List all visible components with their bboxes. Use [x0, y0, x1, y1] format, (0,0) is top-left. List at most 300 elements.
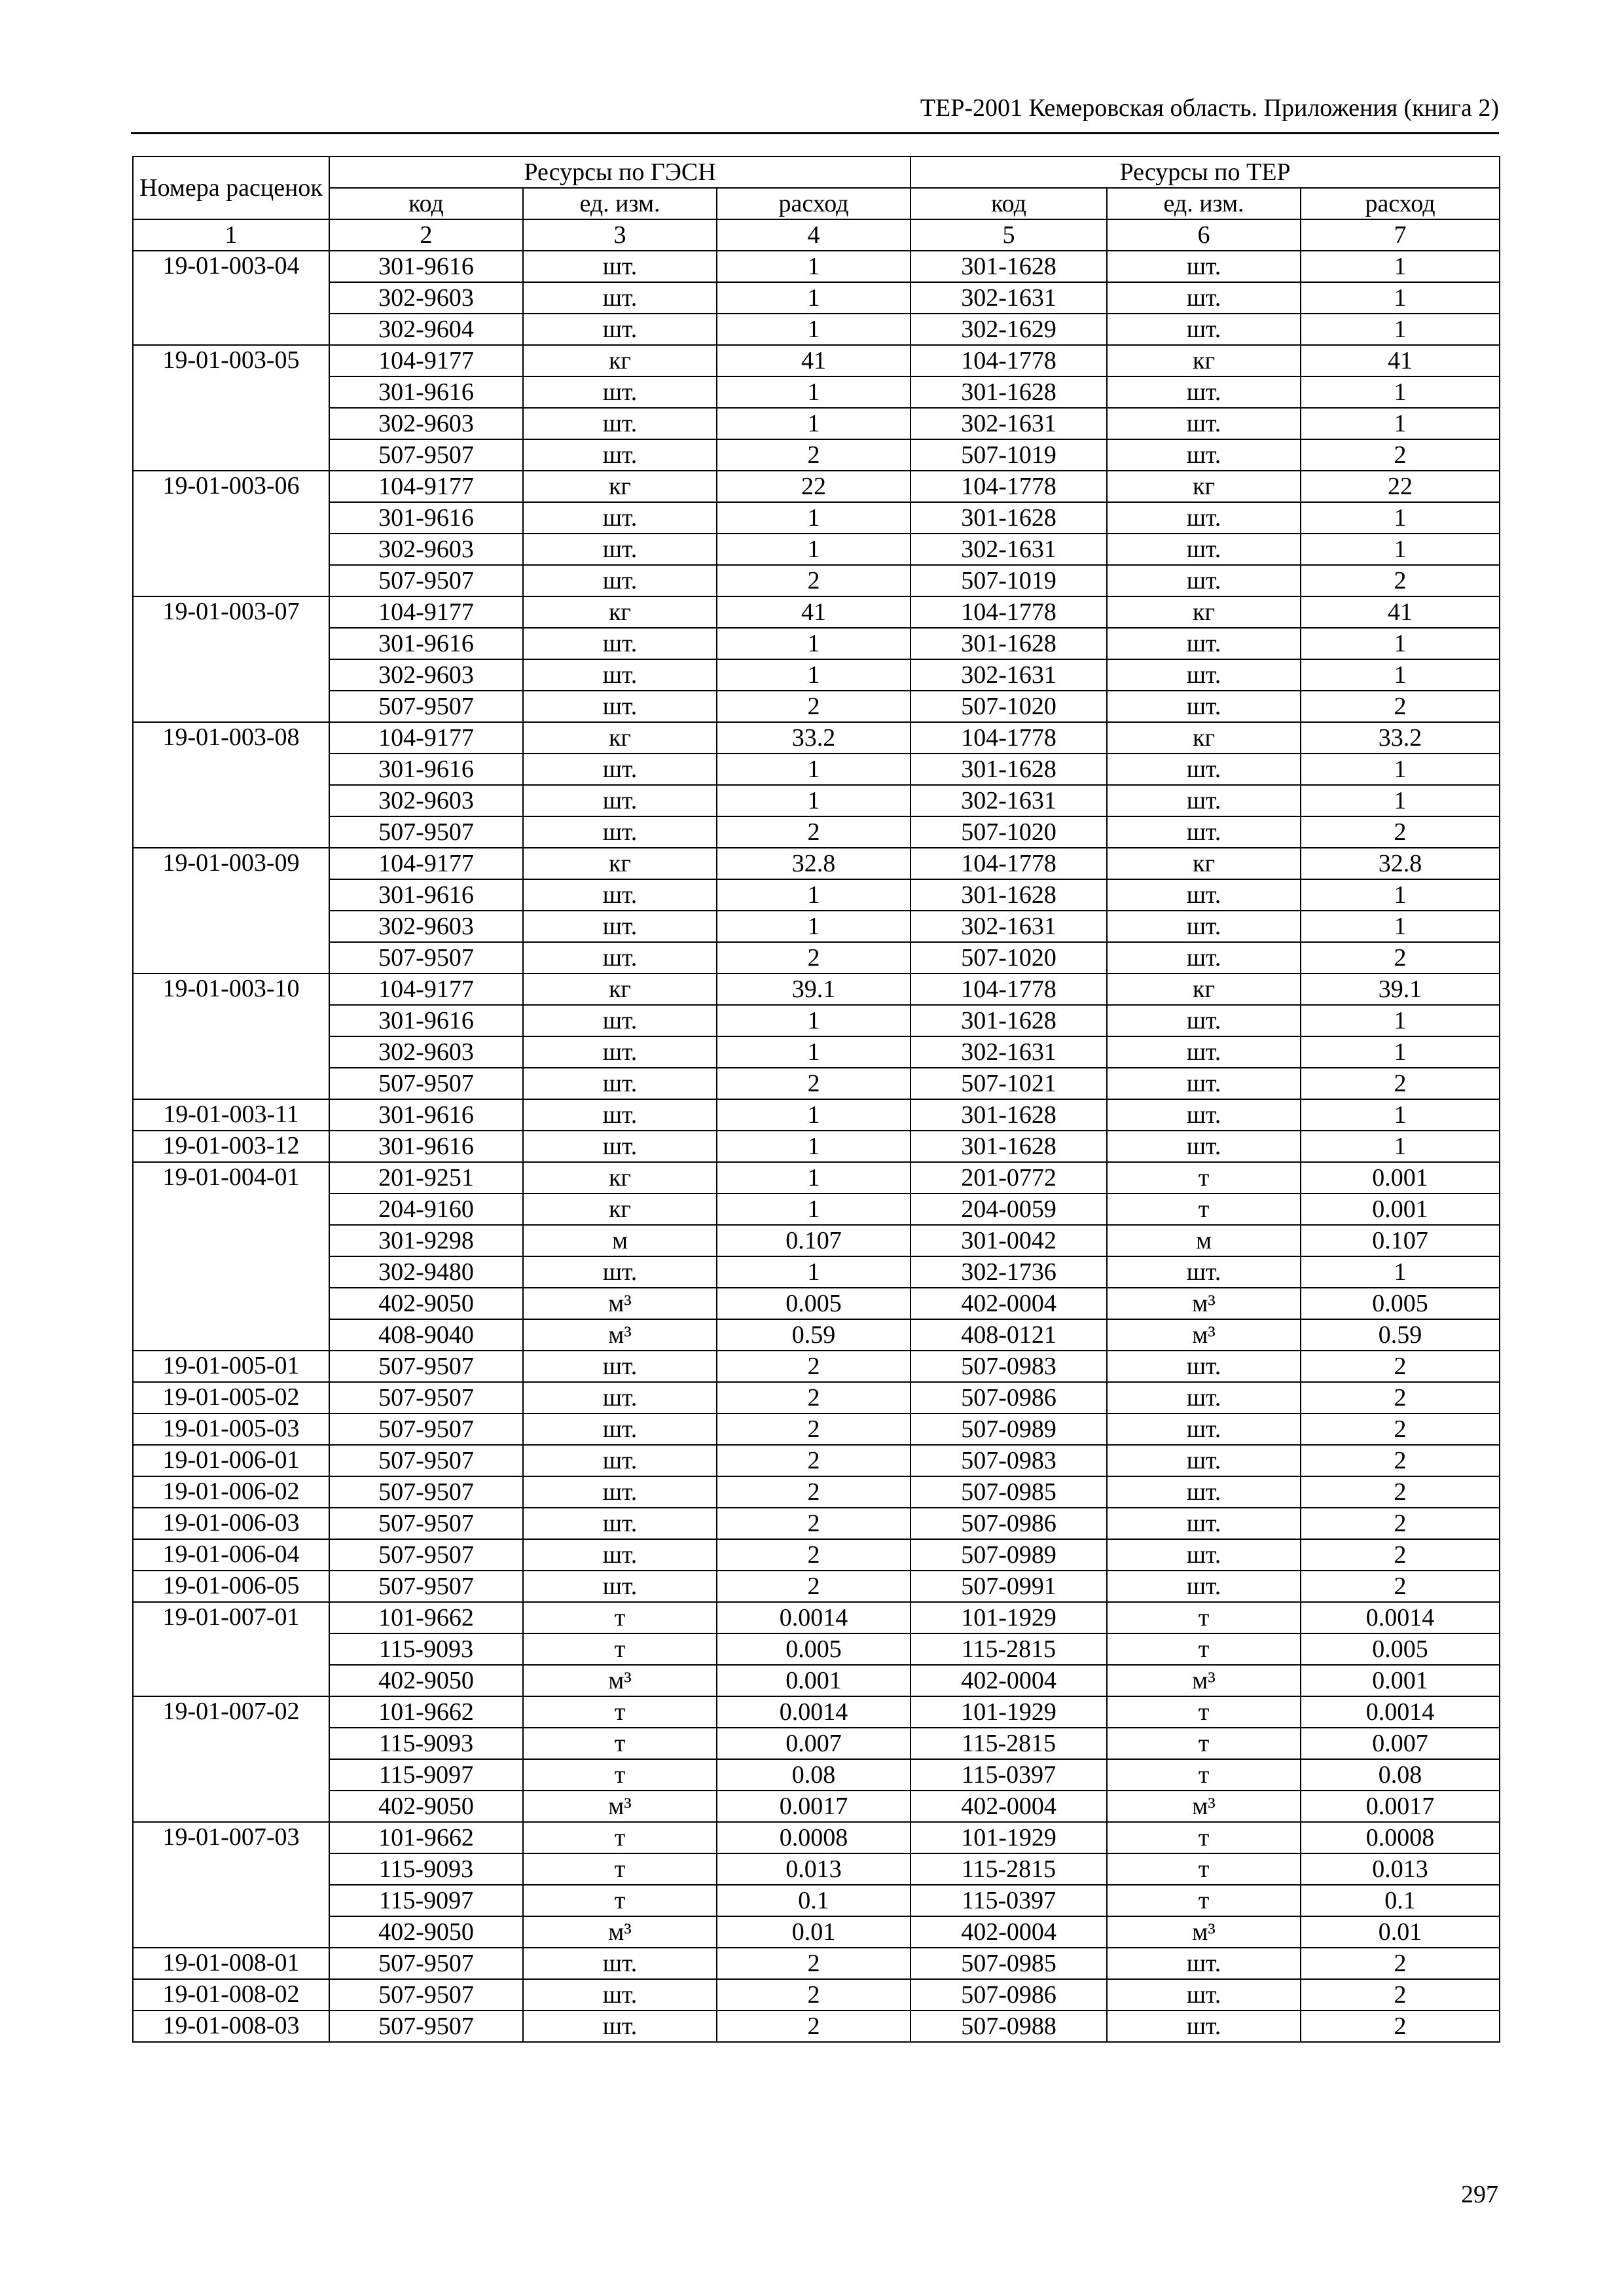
gesn-code-cell: 302-9603: [329, 659, 523, 691]
table-row: [133, 659, 1500, 691]
gesn-qty-cell: 22: [717, 471, 911, 502]
gesn-code-cell: 408-9040: [329, 1319, 523, 1351]
gesn-unit-cell: шт.: [523, 816, 717, 848]
ter-unit-cell: шт.: [1107, 879, 1301, 911]
ter-unit-cell: м³: [1107, 1916, 1301, 1948]
table-row: [133, 1979, 1500, 2011]
ter-unit-cell: шт.: [1107, 439, 1301, 471]
gesn-qty-cell: 0.0014: [717, 1696, 911, 1728]
ter-unit-cell: шт.: [1107, 282, 1301, 314]
ter-qty-cell: 1: [1301, 911, 1500, 942]
ter-code-cell: 507-1020: [911, 942, 1107, 974]
table-row: [133, 1853, 1500, 1885]
ter-unit-cell: т: [1107, 1602, 1301, 1633]
ter-code-cell: 302-1631: [911, 534, 1107, 565]
ter-unit-cell: м³: [1107, 1319, 1301, 1351]
gesn-unit-cell: шт.: [523, 408, 717, 439]
gesn-code-cell: 104-9177: [329, 345, 523, 376]
ter-qty-cell: 0.005: [1301, 1288, 1500, 1319]
ter-qty-cell: 1: [1301, 408, 1500, 439]
rate-code: 19-01-003-07: [133, 596, 329, 722]
gesn-qty-cell: 1: [717, 408, 911, 439]
ter-unit-cell: кг: [1107, 596, 1301, 628]
ter-qty-cell: 1: [1301, 534, 1500, 565]
rate-code: 19-01-006-01: [133, 1445, 329, 1476]
ter-code-cell: 101-1929: [911, 1822, 1107, 1853]
ter-qty-cell: 2: [1301, 1413, 1500, 1445]
ter-code-cell: 402-0004: [911, 1791, 1107, 1822]
ter-qty-cell: 1: [1301, 1131, 1500, 1162]
ter-unit-cell: шт.: [1107, 314, 1301, 345]
table-row: [133, 471, 1500, 502]
gesn-qty-cell: 0.013: [717, 1853, 911, 1885]
column-number: 5: [911, 219, 1107, 251]
gesn-code-cell: 507-9507: [329, 1068, 523, 1099]
ter-qty-cell: 0.0014: [1301, 1602, 1500, 1633]
ter-code-cell: 201-0772: [911, 1162, 1107, 1194]
ter-unit-cell: шт.: [1107, 565, 1301, 596]
ter-unit-cell: шт.: [1107, 1476, 1301, 1508]
gesn-code-cell: 101-9662: [329, 1602, 523, 1633]
gesn-unit-cell: м³: [523, 1916, 717, 1948]
gesn-code-header: код: [329, 188, 523, 219]
gesn-code-cell: 104-9177: [329, 596, 523, 628]
gesn-unit-cell: кг: [523, 848, 717, 879]
table-row: [133, 1162, 1500, 1194]
ter-qty-cell: 2: [1301, 439, 1500, 471]
gesn-qty-cell: 2: [717, 1068, 911, 1099]
table-row: [133, 1665, 1500, 1696]
ter-code-cell: 302-1631: [911, 911, 1107, 942]
ter-unit-cell: шт.: [1107, 2011, 1301, 2042]
ter-code-cell: 104-1778: [911, 848, 1107, 879]
gesn-qty-cell: 1: [717, 911, 911, 942]
table-row: [133, 974, 1500, 1005]
table-row: [133, 1602, 1500, 1633]
gesn-code-cell: 507-9507: [329, 565, 523, 596]
ter-qty-cell: 0.01: [1301, 1916, 1500, 1948]
ter-unit-cell: шт.: [1107, 1131, 1301, 1162]
ter-unit-cell: шт.: [1107, 1413, 1301, 1445]
gesn-qty-cell: 0.005: [717, 1288, 911, 1319]
ter-code-cell: 204-0059: [911, 1194, 1107, 1225]
ter-qty-cell: 1: [1301, 1005, 1500, 1036]
gesn-qty-cell: 1: [717, 1036, 911, 1068]
table-row: [133, 1351, 1500, 1382]
ter-qty-cell: 2: [1301, 1445, 1500, 1476]
table-row: [133, 1508, 1500, 1539]
column-number: 6: [1107, 219, 1301, 251]
ter-header: Ресурсы по ТЕР: [911, 156, 1500, 188]
ter-unit-cell: шт.: [1107, 942, 1301, 974]
ter-unit-cell: шт.: [1107, 1036, 1301, 1068]
gesn-qty-cell: 1: [717, 1005, 911, 1036]
ter-code-cell: 115-2815: [911, 1633, 1107, 1665]
gesn-code-cell: 301-9616: [329, 879, 523, 911]
gesn-code-cell: 302-9603: [329, 1036, 523, 1068]
gesn-unit-cell: шт.: [523, 1005, 717, 1036]
gesn-unit-cell: шт.: [523, 659, 717, 691]
ter-unit-cell: шт.: [1107, 251, 1301, 282]
gesn-qty-cell: 1: [717, 785, 911, 816]
ter-qty-cell: 0.08: [1301, 1759, 1500, 1791]
gesn-unit-cell: шт.: [523, 942, 717, 974]
table-row: [133, 376, 1500, 408]
ter-qty-cell: 1: [1301, 251, 1500, 282]
gesn-code-cell: 301-9616: [329, 754, 523, 785]
gesn-qty-cell: 0.0008: [717, 1822, 911, 1853]
gesn-unit-cell: кг: [523, 345, 717, 376]
table-row: [133, 785, 1500, 816]
gesn-unit-cell: шт.: [523, 1476, 717, 1508]
gesn-code-cell: 402-9050: [329, 1791, 523, 1822]
column-number: 3: [523, 219, 717, 251]
ter-unit-cell: шт.: [1107, 1256, 1301, 1288]
gesn-qty-cell: 1: [717, 282, 911, 314]
gesn-qty-cell: 2: [717, 691, 911, 722]
gesn-qty-cell: 1: [717, 534, 911, 565]
ter-qty-cell: 0.005: [1301, 1633, 1500, 1665]
ter-unit-cell: шт.: [1107, 911, 1301, 942]
gesn-qty-cell: 2: [717, 1571, 911, 1602]
table-row: [133, 251, 1500, 282]
gesn-qty-cell: 0.001: [717, 1665, 911, 1696]
gesn-code-cell: 104-9177: [329, 471, 523, 502]
ter-qty-cell: 2: [1301, 2011, 1500, 2042]
gesn-qty-cell: 1: [717, 502, 911, 534]
gesn-code-cell: 201-9251: [329, 1162, 523, 1194]
gesn-code-cell: 115-9097: [329, 1759, 523, 1791]
table-row: [133, 534, 1500, 565]
ter-code-cell: 507-0991: [911, 1571, 1107, 1602]
gesn-qty-cell: 0.107: [717, 1225, 911, 1256]
gesn-code-cell: 302-9603: [329, 408, 523, 439]
gesn-qty-cell: 0.0014: [717, 1602, 911, 1633]
rate-code: 19-01-006-04: [133, 1539, 329, 1571]
ter-code-cell: 115-2815: [911, 1728, 1107, 1759]
ter-qty-cell: 2: [1301, 1948, 1500, 1979]
ter-unit-cell: т: [1107, 1633, 1301, 1665]
ter-code-cell: 507-1019: [911, 439, 1107, 471]
gesn-qty-cell: 0.005: [717, 1633, 911, 1665]
ter-unit-cell: шт.: [1107, 534, 1301, 565]
gesn-unit-cell: т: [523, 1853, 717, 1885]
gesn-code-cell: 402-9050: [329, 1665, 523, 1696]
table-row: [133, 848, 1500, 879]
ter-unit-cell: шт.: [1107, 408, 1301, 439]
table-row: [133, 1256, 1500, 1288]
ter-qty-cell: 1: [1301, 376, 1500, 408]
ter-code-cell: 402-0004: [911, 1916, 1107, 1948]
gesn-qty-cell: 2: [717, 1948, 911, 1979]
ter-code-cell: 301-1628: [911, 754, 1107, 785]
gesn-qty-cell: 2: [717, 942, 911, 974]
gesn-unit-cell: шт.: [523, 1099, 717, 1131]
table-row: [133, 1885, 1500, 1916]
gesn-unit-cell: шт.: [523, 1413, 717, 1445]
gesn-qty-header: расход: [717, 188, 911, 219]
gesn-code-cell: 115-9093: [329, 1633, 523, 1665]
gesn-unit-cell: шт.: [523, 1382, 717, 1413]
table-row: [133, 1633, 1500, 1665]
rate-code: 19-01-006-03: [133, 1508, 329, 1539]
ter-code-cell: 507-1020: [911, 691, 1107, 722]
table-row: [133, 1539, 1500, 1571]
table-row: [133, 628, 1500, 659]
ter-qty-cell: 0.1: [1301, 1885, 1500, 1916]
ter-unit-cell: шт.: [1107, 628, 1301, 659]
gesn-code-cell: 507-9507: [329, 1539, 523, 1571]
gesn-unit-cell: шт.: [523, 911, 717, 942]
rate-code: 19-01-006-05: [133, 1571, 329, 1602]
ter-code-cell: 507-0983: [911, 1445, 1107, 1476]
gesn-unit-cell: кг: [523, 974, 717, 1005]
ter-qty-cell: 41: [1301, 596, 1500, 628]
ter-unit-cell: м: [1107, 1225, 1301, 1256]
ter-unit-cell: кг: [1107, 722, 1301, 754]
table-row: [133, 1759, 1500, 1791]
ter-unit-header: ед. изм.: [1107, 188, 1301, 219]
gesn-unit-cell: кг: [523, 471, 717, 502]
gesn-code-cell: 104-9177: [329, 974, 523, 1005]
ter-qty-cell: 1: [1301, 628, 1500, 659]
gesn-code-cell: 507-9507: [329, 1445, 523, 1476]
ter-qty-cell: 1: [1301, 754, 1500, 785]
rate-code: 19-01-003-08: [133, 722, 329, 848]
ter-qty-cell: 32.8: [1301, 848, 1500, 879]
ter-code-cell: 507-1020: [911, 816, 1107, 848]
ter-code-cell: 302-1631: [911, 1036, 1107, 1068]
gesn-qty-cell: 0.01: [717, 1916, 911, 1948]
ter-unit-cell: шт.: [1107, 1005, 1301, 1036]
gesn-code-cell: 507-9507: [329, 2011, 523, 2042]
gesn-qty-cell: 1: [717, 251, 911, 282]
ter-code-cell: 507-0985: [911, 1948, 1107, 1979]
gesn-qty-cell: 2: [717, 565, 911, 596]
gesn-unit-cell: шт.: [523, 282, 717, 314]
ter-qty-cell: 1: [1301, 659, 1500, 691]
gesn-code-cell: 302-9603: [329, 911, 523, 942]
table-row: [133, 942, 1500, 974]
gesn-unit-cell: шт.: [523, 1539, 717, 1571]
ter-code-cell: 101-1929: [911, 1602, 1107, 1633]
table-row: [133, 314, 1500, 345]
gesn-code-cell: 301-9616: [329, 1131, 523, 1162]
ter-unit-cell: шт.: [1107, 1539, 1301, 1571]
table-row: [133, 1068, 1500, 1099]
gesn-unit-cell: м: [523, 1225, 717, 1256]
ter-code-cell: 301-1628: [911, 251, 1107, 282]
rate-code: 19-01-003-12: [133, 1131, 329, 1162]
ter-unit-cell: шт.: [1107, 1068, 1301, 1099]
running-header: ТЕР-2001 Кемеровская область. Приложения (книга 2): [131, 92, 1499, 134]
table-row: [133, 722, 1500, 754]
table-row: [133, 439, 1500, 471]
ter-qty-cell: 1: [1301, 1256, 1500, 1288]
ter-unit-cell: т: [1107, 1728, 1301, 1759]
gesn-unit-cell: м³: [523, 1791, 717, 1822]
ter-unit-cell: м³: [1107, 1288, 1301, 1319]
table-row: [133, 1382, 1500, 1413]
gesn-code-cell: 301-9616: [329, 628, 523, 659]
ter-code-cell: 302-1736: [911, 1256, 1107, 1288]
ter-code-cell: 301-0042: [911, 1225, 1107, 1256]
gesn-qty-cell: 1: [717, 1194, 911, 1225]
ter-unit-cell: шт.: [1107, 785, 1301, 816]
ter-qty-cell: 2: [1301, 565, 1500, 596]
gesn-unit-header: ед. изм.: [523, 188, 717, 219]
ter-qty-cell: 0.0008: [1301, 1822, 1500, 1853]
gesn-unit-cell: шт.: [523, 754, 717, 785]
ter-unit-cell: шт.: [1107, 1382, 1301, 1413]
table-row: [133, 1131, 1500, 1162]
gesn-unit-cell: шт.: [523, 1445, 717, 1476]
gesn-qty-cell: 2: [717, 2011, 911, 2042]
gesn-unit-cell: шт.: [523, 1979, 717, 2011]
ter-unit-cell: шт.: [1107, 376, 1301, 408]
ter-code-cell: 301-1628: [911, 502, 1107, 534]
table-row: [133, 1948, 1500, 1979]
gesn-code-cell: 507-9507: [329, 1413, 523, 1445]
gesn-unit-cell: т: [523, 1822, 717, 1853]
ter-unit-cell: т: [1107, 1885, 1301, 1916]
ter-code-cell: 408-0121: [911, 1319, 1107, 1351]
gesn-unit-cell: шт.: [523, 565, 717, 596]
table-row: [133, 1822, 1500, 1853]
gesn-qty-cell: 1: [717, 879, 911, 911]
ter-qty-cell: 1: [1301, 1099, 1500, 1131]
gesn-code-cell: 204-9160: [329, 1194, 523, 1225]
ter-code-cell: 301-1628: [911, 1005, 1107, 1036]
gesn-qty-cell: 2: [717, 816, 911, 848]
ter-code-cell: 302-1629: [911, 314, 1107, 345]
gesn-unit-cell: шт.: [523, 1036, 717, 1068]
gesn-code-cell: 507-9507: [329, 691, 523, 722]
ter-unit-cell: м³: [1107, 1791, 1301, 1822]
gesn-unit-cell: т: [523, 1696, 717, 1728]
ter-unit-cell: т: [1107, 1696, 1301, 1728]
gesn-unit-cell: т: [523, 1759, 717, 1791]
rate-code: 19-01-008-01: [133, 1948, 329, 1979]
gesn-unit-cell: кг: [523, 722, 717, 754]
table-row: [133, 1099, 1500, 1131]
ter-unit-cell: шт.: [1107, 502, 1301, 534]
table-row: [133, 408, 1500, 439]
gesn-unit-cell: шт.: [523, 2011, 717, 2042]
gesn-unit-cell: т: [523, 1885, 717, 1916]
gesn-unit-cell: кг: [523, 1194, 717, 1225]
gesn-code-cell: 301-9616: [329, 251, 523, 282]
rate-code: 19-01-003-10: [133, 974, 329, 1099]
rate-code: 19-01-008-03: [133, 2011, 329, 2042]
gesn-code-cell: 507-9507: [329, 1476, 523, 1508]
gesn-qty-cell: 0.08: [717, 1759, 911, 1791]
gesn-code-cell: 101-9662: [329, 1822, 523, 1853]
gesn-qty-cell: 2: [717, 1413, 911, 1445]
gesn-code-cell: 104-9177: [329, 848, 523, 879]
rate-code: 19-01-005-03: [133, 1413, 329, 1445]
table-row: [133, 282, 1500, 314]
ter-code-cell: 507-0989: [911, 1413, 1107, 1445]
gesn-code-cell: 115-9093: [329, 1853, 523, 1885]
gesn-qty-cell: 0.007: [717, 1728, 911, 1759]
ter-unit-cell: т: [1107, 1759, 1301, 1791]
gesn-qty-cell: 2: [717, 439, 911, 471]
gesn-code-cell: 302-9480: [329, 1256, 523, 1288]
gesn-qty-cell: 1: [717, 1131, 911, 1162]
ter-qty-cell: 22: [1301, 471, 1500, 502]
gesn-code-cell: 104-9177: [329, 722, 523, 754]
gesn-unit-cell: шт.: [523, 314, 717, 345]
table-row: [133, 1916, 1500, 1948]
gesn-qty-cell: 1: [717, 1256, 911, 1288]
ter-code-cell: 301-1628: [911, 376, 1107, 408]
ter-qty-cell: 0.0014: [1301, 1696, 1500, 1728]
ter-qty-cell: 0.59: [1301, 1319, 1500, 1351]
rate-code: 19-01-003-05: [133, 345, 329, 471]
gesn-unit-cell: т: [523, 1633, 717, 1665]
gesn-code-cell: 507-9507: [329, 1571, 523, 1602]
gesn-qty-cell: 1: [717, 314, 911, 345]
ter-qty-header: расход: [1301, 188, 1500, 219]
table-row: [133, 2011, 1500, 2042]
gesn-qty-cell: 33.2: [717, 722, 911, 754]
gesn-unit-cell: шт.: [523, 1508, 717, 1539]
ter-qty-cell: 1: [1301, 1036, 1500, 1068]
ter-unit-cell: кг: [1107, 471, 1301, 502]
ter-qty-cell: 2: [1301, 1508, 1500, 1539]
gesn-unit-cell: шт.: [523, 1351, 717, 1382]
gesn-qty-cell: 0.1: [717, 1885, 911, 1916]
ter-qty-cell: 0.0017: [1301, 1791, 1500, 1822]
ter-qty-cell: 0.107: [1301, 1225, 1500, 1256]
ter-code-cell: 507-1019: [911, 565, 1107, 596]
gesn-qty-cell: 2: [717, 1508, 911, 1539]
column-number: 7: [1301, 219, 1500, 251]
ter-code-cell: 104-1778: [911, 722, 1107, 754]
ter-qty-cell: 2: [1301, 1539, 1500, 1571]
gesn-code-cell: 301-9616: [329, 1005, 523, 1036]
gesn-qty-cell: 0.0017: [717, 1791, 911, 1822]
table-row: [133, 345, 1500, 376]
gesn-code-cell: 507-9507: [329, 1382, 523, 1413]
ter-code-cell: 301-1628: [911, 628, 1107, 659]
ter-unit-cell: кг: [1107, 848, 1301, 879]
ter-qty-cell: 1: [1301, 502, 1500, 534]
ter-qty-cell: 2: [1301, 1068, 1500, 1099]
gesn-qty-cell: 1: [717, 1099, 911, 1131]
ter-unit-cell: т: [1107, 1822, 1301, 1853]
table-row: [133, 816, 1500, 848]
ter-code-cell: 115-0397: [911, 1885, 1107, 1916]
ter-code-cell: 301-1628: [911, 1099, 1107, 1131]
ter-qty-cell: 1: [1301, 314, 1500, 345]
gesn-code-cell: 302-9603: [329, 534, 523, 565]
ter-code-cell: 402-0004: [911, 1288, 1107, 1319]
gesn-unit-cell: шт.: [523, 691, 717, 722]
ter-code-cell: 115-2815: [911, 1853, 1107, 1885]
ter-qty-cell: 2: [1301, 1351, 1500, 1382]
gesn-code-cell: 301-9298: [329, 1225, 523, 1256]
gesn-unit-cell: шт.: [523, 534, 717, 565]
ter-qty-cell: 0.001: [1301, 1665, 1500, 1696]
gesn-code-cell: 302-9603: [329, 785, 523, 816]
table-row: [133, 1413, 1500, 1445]
ter-qty-cell: 0.007: [1301, 1728, 1500, 1759]
table-row: [133, 1571, 1500, 1602]
ter-code-cell: 507-0986: [911, 1382, 1107, 1413]
ter-unit-cell: шт.: [1107, 1099, 1301, 1131]
